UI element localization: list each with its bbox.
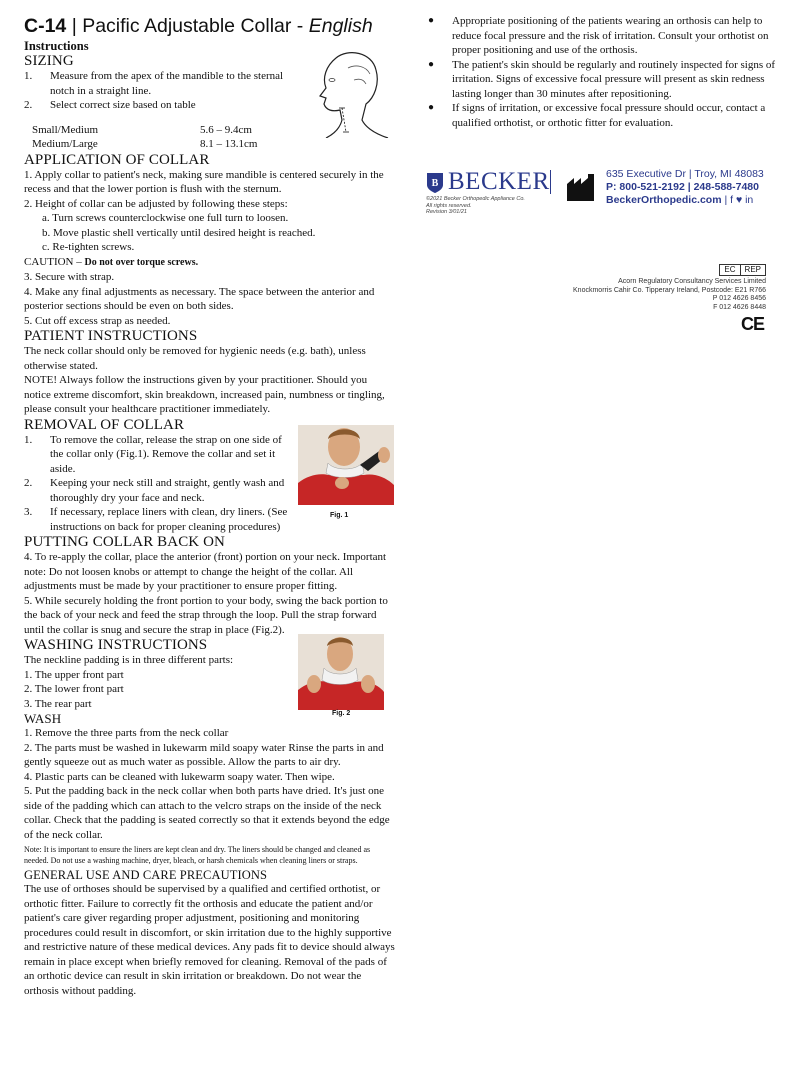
page-title [24,14,396,39]
washing-part-3: 3. The rear part [24,697,92,710]
list-item [426,101,792,130]
ec-rep-line-4: F 012 4626 8448 [713,303,766,311]
sizing-heading: SIZING [24,53,74,69]
wash-note: Note: It is important to ensure the liners are kept clean and dry. The liners should be changed and cleaned as needed. Do not use a washing machine, dryer, bleach, or harsh chemicals when cleaning liners or straps. [24,845,371,865]
step-number: 1. [24,433,33,446]
list-item [24,433,296,477]
precaution-bullets [426,14,792,130]
application-line-4: 4. Make any final adjustments as necessary. The space between the anterior and posterior sections should be even on both sides. [24,285,375,312]
ec-rep-block [550,264,790,344]
copyright: ©2021 Becker Orthopedic Appliance Co. [426,196,525,202]
washing-part-1: 1. The upper front part [24,668,124,681]
putting-heading: PUTTING COLLAR BACK ON [24,534,225,550]
application-sub-c: c. Re-tighten screws. [42,241,135,253]
becker-phone-line [606,181,792,194]
list-item [24,505,296,534]
left-column [24,14,396,998]
application-line-3: 3. Secure with strap. [24,271,115,283]
ec-rep-badge [719,264,766,276]
title-separator: | [66,15,83,37]
step-text: To remove the collar, release the strap on one side of the collar only (Fig.1). Remove the collar and set it aside. [50,433,282,475]
bullet-text: If signs of irritation, or excessive focal pressure should occur, contact a qualified orthotist, or orthotic fitter for evaluation. [452,102,766,129]
becker-address: 635 Executive Dr | Troy, MI 48083 [606,168,764,180]
becker-shield-icon [426,172,444,194]
patient-text-1: The neck collar should only be removed for hygienic needs (e.g. bath), unless otherwise stated. [24,345,366,372]
size-cell: Medium/Large [32,138,98,150]
ce-mark: CE [740,314,764,334]
washing-intro: The neckline padding is in three different parts: [24,654,234,666]
washing-heading: WASHING INSTRUCTIONS [24,637,208,653]
step-number: 2. [24,99,33,111]
step-text: Measure from the apex of the mandible to the sternal notch in a straight line. [50,70,284,97]
wash-line-2: 2. The parts must be washed in lukewarm mild soapy water Rinse the parts in and gently squeeze out as much water as possible. Allow the parts to air dry. [24,741,384,768]
size-cell: Small/Medium [32,123,98,136]
manufacturer-icon [566,172,598,202]
becker-info-block [426,168,792,226]
application-sub-a: a. Turn screws counterclockwise one full turn to loosen. [42,212,289,224]
rep-label: REP [744,265,761,274]
application-heading: APPLICATION OF COLLAR [24,151,210,168]
bullet-text: The patient's skin should be regularly and routinely inspected for signs of irritation. Signs of excessive focal pressure will present as skin redness lasting longer than 30 minutes after repositioning. [452,58,776,100]
application-line-2: 2. Height of collar can be adjusted by following these steps: [24,197,288,210]
product-code: C-14 [24,15,67,37]
phone-label: P: [606,181,617,193]
wash-heading: WASH [24,711,62,726]
revision: Revision 3/01/21 [426,209,467,215]
figure-1-label: Fig. 1 [330,512,349,519]
step-text: Select correct size based on table [50,99,196,111]
ec-rep-line-3: P 012 4626 8456 [712,295,766,302]
step-number: 3. [24,506,33,518]
removal-heading: REMOVAL OF COLLAR [24,416,185,433]
general-text: The use of orthoses should be supervised by a qualified and certified orthotist, or orthotic fitter. Failure to correctly fit the orthosis and educate the patient and/or patient's care giver regarding proper adjustment, positioning and monitoring procedures could result in discomfort, or skin irritation due to the highly supportive and restrictive nature of these medical devices. Any pads fit to device should always remain in place except when briefly removed for cleaning. Removal of the pads of an orthotic device can result in skin irritation or breakdown. Do not wear the orthosis without padding. [24,883,395,997]
putting-text-1: 4. To re-apply the collar, place the anterior (front) portion on your neck. Important note: Do not loosen knobs or attempt to change the height of the collar. All adjustments must be made by your practitioner to ensure proper fitting. [24,551,387,592]
svg-text:B: B [431,178,439,189]
range-cell: 8.1 – 13.1cm [200,138,258,150]
range-cell: 5.6 – 9.4cm [200,123,252,136]
washing-part-2: 2. The lower front part [24,683,124,695]
step-number: 1. [24,70,33,82]
list-item [426,58,792,102]
logo-divider [550,170,551,194]
becker-website[interactable]: BeckerOrthopedic.com [606,194,722,206]
instructions-label: Instructions [24,39,89,53]
list-item [426,14,792,58]
step-text: Keeping your neck still and straight, gently wash and thoroughly dry your face and neck. [50,477,285,504]
step-number: 2. [24,477,33,489]
bullet-icon: ● [428,102,435,113]
ec-rep-line-2: Knockmorris Cahir Co. Tipperary Ireland, Postcode: E21 R766 [573,286,766,294]
caution-prefix: CAUTION – [24,255,85,268]
social-icons: | f ♥ in [724,194,754,206]
general-heading: GENERAL USE AND CARE PRECAUTIONS [24,868,268,882]
patient-text-2: NOTE! Always follow the instructions given by your practitioner. Should you notice extreme discomfort, skin breakdown, increased pain, numbness or tingling, please consult your healthcare practitioner immediately. [24,374,385,415]
putting-text-2: 5. While securely holding the front portion to your body, swing the back portion to the back of your neck and feed the strap through the loop. Pull the strap forward until the collar is snug and secure the strap in place (Fig.2). [24,594,388,636]
bullet-icon: ● [428,58,435,70]
phone-number: 800-521-2192 | 248-588-7480 [619,181,759,193]
application-sub-b: b. Move plastic shell vertically until desired height is reached. [42,226,316,239]
becker-web-line [606,194,792,207]
wash-line-4: 4. Plastic parts can be cleaned with lukewarm soapy water. Then wipe. [24,770,335,783]
step-text: If necessary, replace liners with clean, dry liners. (See instructions on back for proper cleaning procedures) [50,506,288,533]
language: English [308,15,373,37]
caution-note [24,255,396,271]
application-line-1: 1. Apply collar to patient's neck, making sure mandible is centered securely in the recess and that the lower portion is flush with the sternum. [24,168,384,195]
neck-measurement-illustration [296,50,396,138]
figure-1-photo [298,425,394,517]
application-line-5: 5. Cut off excess strap as needed. [24,314,171,327]
right-column [426,14,792,334]
becker-logo-text: BECKER [448,168,550,195]
wash-line-5: 5. Put the padding back in the neck collar when both parts have dried. It's just one side of the padding which can attach to the velcro straps on the inside of the neck collar. Check that the padding is seated correctly so that it extends beyond the edge of the neck collar. [24,785,390,841]
product-name: Pacific Adjustable Collar - [82,15,309,37]
caution-text: Do not over torque screws. [84,256,199,268]
ec-rep-line-1: Acorn Regulatory Consultancy Services Limited [618,278,766,285]
ec-label: EC [720,265,740,275]
patient-heading: PATIENT INSTRUCTIONS [24,328,198,344]
list-item [24,476,296,505]
bullet-icon: ● [428,15,435,26]
figure-2-label: Fig. 2 [332,710,351,717]
bullet-text: Appropriate positioning of the patients wearing an orthosis can help to reduce focal pressure and the risk of irritation. Consult your orthotist on proper positioning and use of the orthosis. [452,15,769,56]
wash-line-1: 1. Remove the three parts from the neck collar [24,727,229,739]
rights: All rights reserved. [426,202,472,209]
